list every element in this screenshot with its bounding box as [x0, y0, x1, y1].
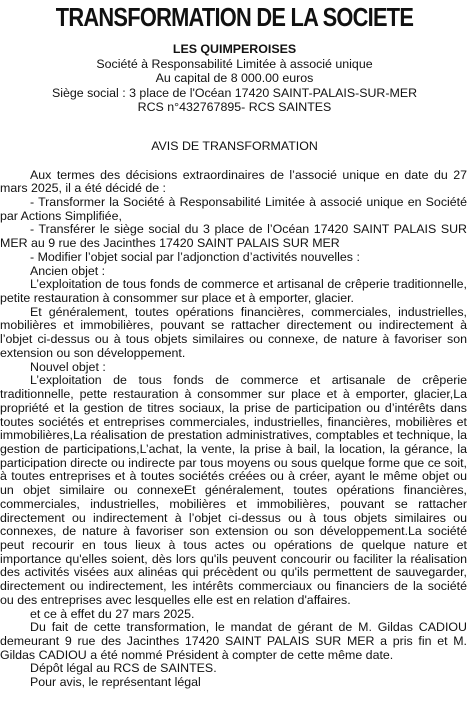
paragraph: - Transférer le siège social du 3 place de l’Océan 17420 SAINT PALAIS SUR MER au 9 rue des Jacinthes 17420 SAINT PALAIS SUR MER: [0, 222, 467, 251]
company-header: [0, 42, 469, 115]
paragraph: - Modifier l’objet social par l’adjonction d’activités nouvelles :: [30, 249, 360, 264]
notice-title: TRANSFORMATION DE LA SOCIETE: [55, 2, 414, 32]
paragraph: Et généralement, toutes opérations financières, commerciales, industrielles, mobilières et immobilières, pouvant se rattacher directement ou indirectement à l’objet ci-dessus ou à tous objets similaires ou connexe, de nature à favoriser son extension ou son développement.: [0, 304, 467, 360]
company-registered-office: Siège social : 3 place de l'Océan 17420 SAINT-PALAIS-SUR-MER: [51, 85, 418, 100]
paragraph: - Transformer la Société à Responsabilité Limitée à associé unique en Société par Actions Simplifiée,: [0, 195, 467, 223]
avis-title: AVIS DE TRANSFORMATION: [151, 138, 318, 153]
company-name: LES QUIMPEROISES: [172, 42, 297, 56]
paragraph: L’exploitation de tous fonds de commerce et artisanale de crêperie traditionnelle, pette restauration à consommer sur place et à emporter, glacier,La propriété et la gestion de titres sociaux, la prise de participation ou d’intérêts dans toutes sociétés et entreprises commerciales, industrielles, financières, mobilières et immobilières,La réalisation de prestation administratives, comptables et technique, la gestion de participations,L’achat, la vente, la prise à bail, la location, la gérance, la participation directe ou indirecte par tous moyens ou sous quelque forme que ce soit, à toutes entreprises et à toutes sociétés créées ou à créer, ayant le même objet ou un objet similaire ou connexeEt généralement, toutes opérations financières, commerciales, industrielles, mobilières et immobilières, pouvant se rattacher directement ou indirectement à l’objet ci-dessus ou à tous objets similaires ou connexes, de nature à favoriser son extension ou son développement.La société peut recourir en tous lieux à tous actes ou opérations de quelque nature et importance qu'elles soient, dès lors qu'ils peuvent concourir ou faciliter la réalisation des activités visées aux alinéas qui précèdent ou qu'ils permettent de sauvegarder, directement ou indirectement, les intérêts commerciaux ou financiers de la société ou des entreprises avec lesquelles elle est en relation d'affaires.: [0, 373, 467, 607]
paragraph: L’exploitation de tous fonds de commerce et artisanal de crêperie traditionnelle, petite restauration à consommer sur place et à emporter, glacier.: [0, 277, 467, 306]
company-legal-form: Société à Responsabilité Limitée à associé unique: [96, 56, 373, 71]
notice-body: [0, 169, 469, 690]
company-capital: Au capital de 8 000.00 euros: [155, 71, 314, 86]
paragraph: Aux termes des décisions extraordinaires de l’associé unique en date du 27 mars 2025, il a été décidé de :: [0, 167, 467, 196]
legal-notice-page: [0, 2, 473, 719]
paragraph: et ce à effet du 27 mars 2025.: [30, 606, 195, 621]
paragraph: Ancien objet :: [30, 263, 106, 278]
paragraph: Du fait de cette transformation, le mandat de gérant de M. Gildas CADIOU demeurant 9 rue des Jacinthes 17420 SAINT PALAIS SUR MER a pris fin et M. Gildas CADIOU a été nommé Président à compter de cette même date.: [0, 620, 467, 662]
company-rcs: RCS n°432767895- RCS SAINTES: [137, 100, 332, 115]
paragraph: Pour avis, le représentant légal: [30, 675, 201, 690]
paragraph: Nouvel objet :: [30, 359, 106, 374]
paragraph: Dépôt légal au RCS de SAINTES.: [30, 661, 217, 676]
